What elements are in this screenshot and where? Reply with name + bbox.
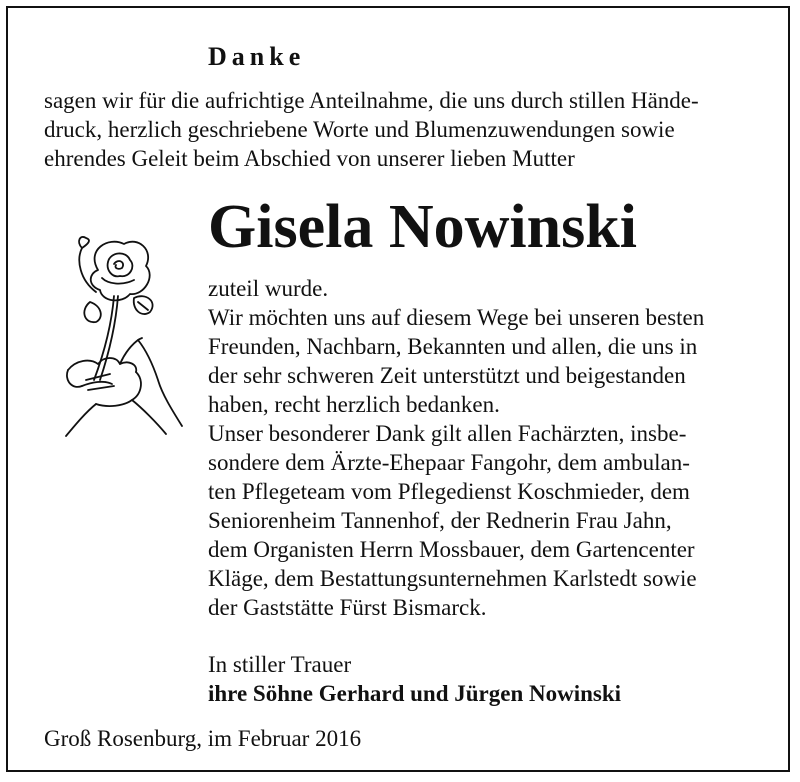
signature-names: ihre Söhne Gerhard und Jürgen Nowinski [208, 681, 622, 706]
body-line: zuteil wurde. [208, 276, 329, 301]
body-line: Seniorenheim Tannenhof, der Rednerin Frau Jahn, [208, 508, 672, 533]
body-line: Unser besonderer Dank gilt allen Fachärzten, insbe- [208, 421, 687, 446]
body-line: sondere dem Ärzte-Ehepaar Fangohr, dem ambulan- [208, 450, 690, 475]
obituary-notice [6, 6, 790, 772]
body-line: der Gaststätte Fürst Bismarck. [208, 595, 487, 620]
intro-line: druck, herzlich geschriebene Worte und Blumenzuwendungen sowie [44, 117, 675, 142]
intro-line: sagen wir für die aufrichtige Anteilnahme, die uns durch stillen Hände- [44, 88, 699, 113]
body-line: dem Organisten Herrn Mossbauer, dem Gartencenter [208, 537, 695, 562]
intro-paragraph [44, 86, 774, 173]
signature-intro: In stiller Trauer [208, 652, 352, 677]
thanks-paragraph [208, 274, 778, 622]
body-line: ten Pflegeteam vom Pflegedienst Koschmieder, dem [208, 479, 690, 504]
body-line: der sehr schweren Zeit unterstützt und beigestanden [208, 363, 686, 388]
body-line: Wir möchten uns auf diesem Wege bei unseren besten [208, 305, 705, 330]
body-line: Kläge, dem Bestattungsunternehmen Karlstedt sowie [208, 566, 697, 591]
notice-title: Danke [208, 42, 306, 71]
body-line: haben, recht herzlich bedanken. [208, 392, 500, 417]
hand-holding-rose-icon [46, 230, 194, 440]
place-date: Groß Rosenburg, im Februar 2016 [44, 726, 362, 751]
intro-line: ehrendes Geleit beim Abschied von unserer lieben Mutter [44, 146, 575, 171]
deceased-name: Gisela Nowinski [208, 193, 637, 261]
signature-block [208, 650, 621, 708]
body-line: Freunden, Nachbarn, Bekannten und allen, die uns in [208, 334, 698, 359]
